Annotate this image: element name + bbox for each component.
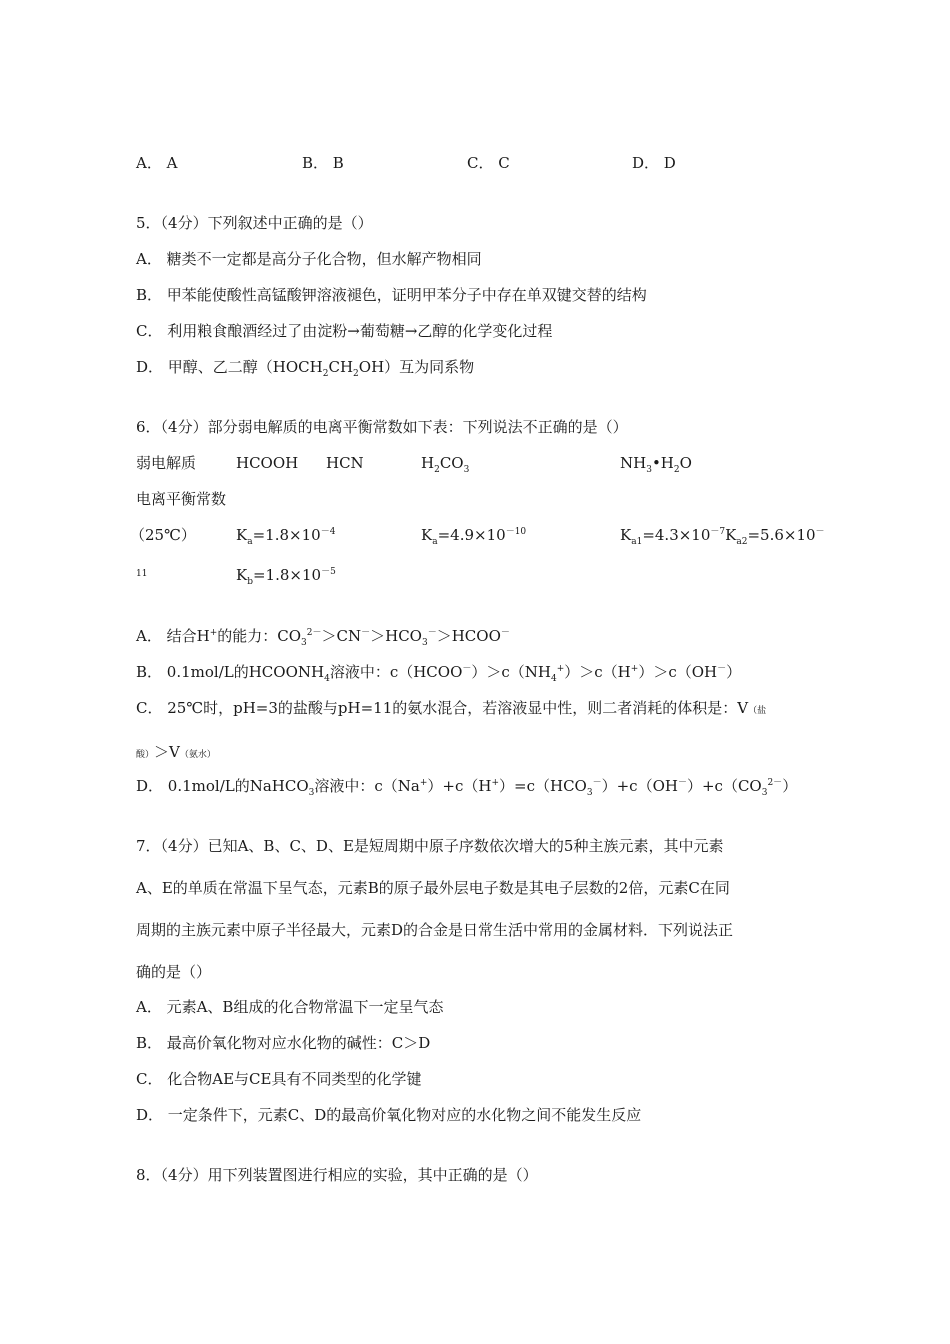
table-header-label: 弱电解质	[136, 454, 197, 472]
q7-stem-line3: 周期的主族元素中原子半径最大，元素D的合金是日常生活中常用的金属材料．下列说法正	[136, 921, 734, 939]
k-hcooh: $K_a=1.8\times 10^{-4}$	[236, 526, 336, 547]
q7-option-c: C． 化合物AE与CE具有不同类型的化学键	[136, 1070, 422, 1088]
q4-option-d: D． D	[632, 154, 676, 172]
k-h2co3-wrap: 11	[136, 569, 148, 579]
q5-option-c: C． 利用粮食酿酒经过了由淀粉→葡萄糖→乙醇的化学变化过程	[136, 322, 553, 340]
q4-option-c: C． C	[467, 154, 510, 172]
table-header-hcn: HCN	[326, 454, 364, 472]
q7-stem-line4: 确的是（）	[136, 963, 212, 981]
q6-option-d: D． 0.1mol/L的NaHCO$_3$溶液中：$c(Na^+)+c(H^+)=c(HCO_3^-)+c(OH^-)+c(CO_3^{2-})$	[136, 777, 798, 798]
table-header-nh3h2o: $NH_3•H_2O$	[620, 454, 692, 475]
table-row-label: 电离平衡常数	[136, 490, 227, 508]
q5-option-d: D． 甲醇、乙二醇$(HOCH_2CH_2OH)$互为同系物	[136, 358, 475, 379]
k-h2co3: $K_{a1}=4.3\times 10^{-7}K_{a2}=5.6\times 10^-$	[620, 526, 825, 547]
k-hcn: $K_a=4.9\times 10^{-10}$	[421, 526, 527, 547]
q6-option-c-cont: 酸）＞V（氨水）	[136, 743, 216, 761]
q7-stem-line1: 7．（4分）已知A、B、C、D、E是短周期中原子序数依次增大的5种主族元素，其中元素	[136, 837, 724, 855]
q6-option-c: C． 25℃时，pH=3的盐酸与pH=11的氨水混合，若溶液显中性，则二者消耗的体积是：V（盐	[136, 699, 767, 717]
table-header-h2co3: $H_2CO_3$	[421, 454, 470, 475]
q5-stem: 5．（4分）下列叙述中正确的是（）	[136, 214, 373, 232]
q7-option-d: D． 一定条件下，元素C、D的最高价氧化物对应的水化物之间不能发生反应	[136, 1106, 642, 1124]
q8-stem: 8．（4分）用下列装置图进行相应的实验，其中正确的是（）	[136, 1166, 538, 1184]
q4-option-b: B． B	[302, 154, 344, 172]
table-header-hcooh: HCOOH	[236, 454, 299, 472]
q6-option-b: B． 0.1mol/L的$HCOONH_4$溶液中：$c(HCOO^-)>c(NH_4^+)>c(H^+)>c(OH^-)$	[136, 663, 742, 684]
q5-option-b: B． 甲苯能使酸性高锰酸钾溶液褪色，证明甲苯分子中存在单双键交替的结构	[136, 286, 647, 304]
q6-stem: 6．（4分）部分弱电解质的电离平衡常数如下表：下列说法不正确的是（）	[136, 418, 628, 436]
q7-stem-line2: A、E的单质在常温下呈气态，元素B的原子最外层电子数是其电子层数的2倍，元素C在同	[136, 879, 730, 897]
q7-option-b: B． 最高价氧化物对应水化物的碱性：C＞D	[136, 1034, 431, 1052]
q7-option-a: A． 元素A、B组成的化合物常温下一定呈气态	[136, 998, 444, 1016]
q5-option-a: A． 糖类不一定都是高分子化合物，但水解产物相同	[136, 250, 482, 268]
q6-option-a: A． 结合H+的能力：$CO_3^{2-}>CN^->HCO_3^->HCOO^-$	[136, 627, 510, 648]
k-nh3h2o: $K_b=1.8\times 10^{-5}$	[236, 566, 336, 587]
table-row-label-temp: （25℃）	[130, 526, 196, 544]
q4-option-a: A． A	[136, 154, 178, 172]
